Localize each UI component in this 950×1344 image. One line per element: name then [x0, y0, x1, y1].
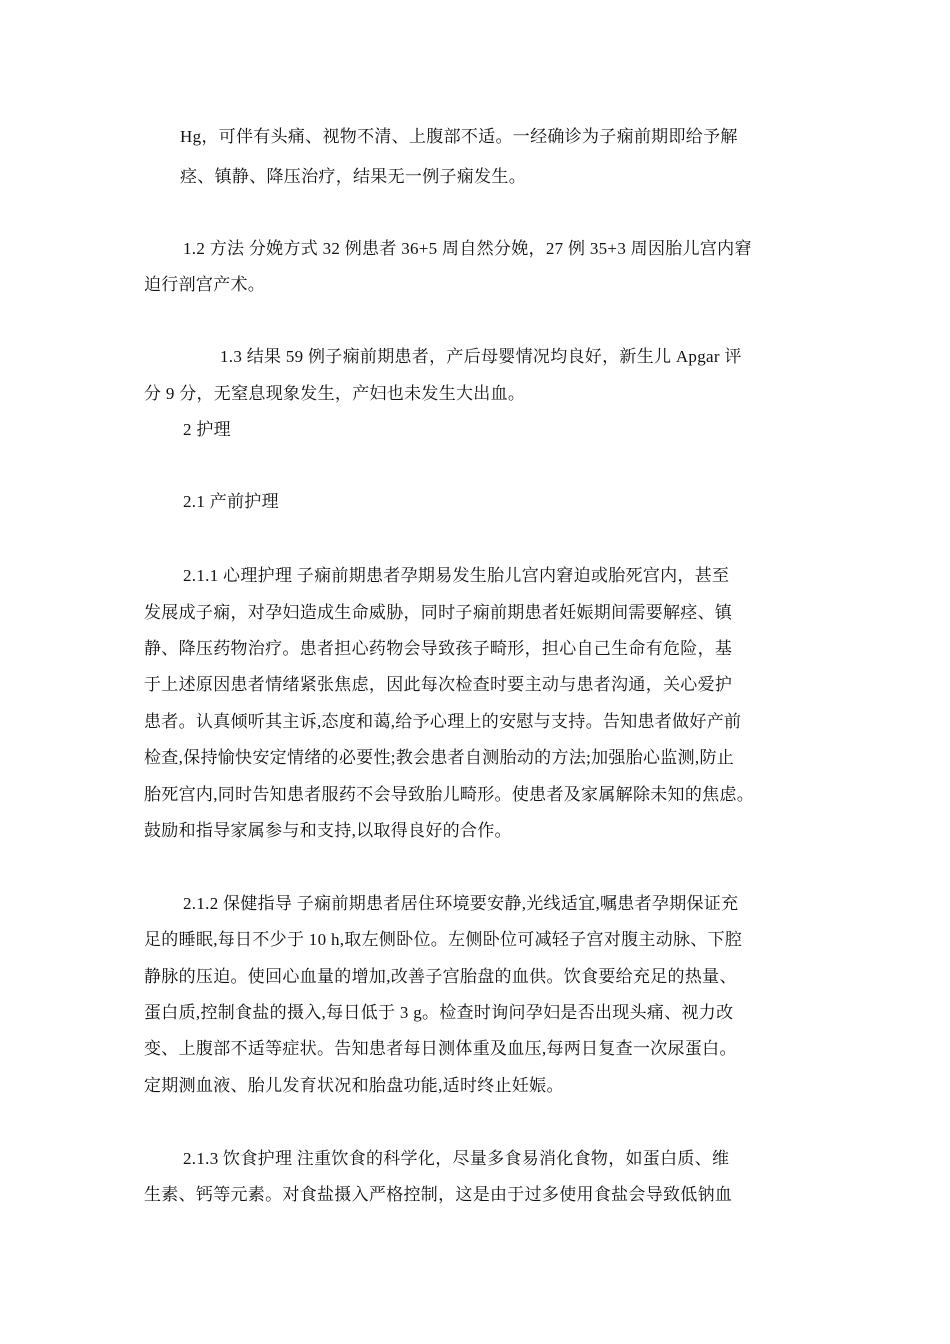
paragraph-line: 迫行剖宫产术。 — [144, 275, 266, 294]
paragraph-line: 鼓励和指导家属参与和支持,以取得良好的合作。 — [144, 821, 512, 840]
paragraph-line: Hg，可伴有头痛、视物不清、上腹部不适。一经确诊为子痫前期即给予解 — [180, 127, 738, 146]
paragraph-line: 蛋白质,控制食盐的摄入,每日低于 3 g。检查时询问孕妇是否出现头痛、视力改 — [144, 1003, 734, 1022]
paragraph-line: 静脉的压迫。使回心血量的增加,改善子宫胎盘的血供。饮食要给充足的热量、 — [144, 967, 737, 986]
paragraph-line: 发展成子痫，对孕妇造成生命威胁，同时子痫前期患者妊娠期间需要解痉、镇 — [144, 603, 733, 622]
paragraph-line: 定期测血液、胎儿发育状况和胎盘功能,适时终止妊娠。 — [144, 1076, 564, 1095]
paragraph-line: 分 9 分，无窒息现象发生，产妇也未发生大出血。 — [144, 384, 526, 403]
paragraph-line: 于上述原因患者情绪紧张焦虑，因此每次检查时要主动与患者沟通，关心爱护 — [144, 675, 733, 694]
paragraph-line: 2.1.3 饮食护理 注重饮食的科学化，尽量多食易消化食物，如蛋白质、维 — [183, 1149, 730, 1168]
paragraph-line: 变、上腹部不适等症状。告知患者每日测体重及血压,每两日复查一次尿蛋白。 — [144, 1039, 737, 1058]
paragraph-line: 胎死宫内,同时告知患者服药不会导致胎儿畸形。使患者及家属解除未知的焦虑。 — [144, 785, 755, 804]
paragraph-line: 1.2 方法 分娩方式 32 例患者 36+5 周自然分娩，27 例 35+3 周因胎儿宫内窘 — [183, 239, 752, 258]
subsection-heading: 2.1 产前护理 — [183, 492, 279, 511]
paragraph-line: 检查,保持愉快安定情绪的必要性;教会患者自测胎动的方法;加强胎心监测,防止 — [144, 748, 735, 767]
paragraph-line: 2.1.2 保健指导 子痫前期患者居住环境要安静,光线适宜,嘱患者孕期保证充 — [183, 894, 739, 913]
paragraph-line: 生素、钙等元素。对食盐摄入严格控制，这是由于过多使用食盐会导致低钠血 — [144, 1185, 733, 1204]
paragraph-line: 2.1.1 心理护理 子痫前期患者孕期易发生胎儿宫内窘迫或胎死宫内，甚至 — [183, 566, 730, 585]
paragraph-line: 患者。认真倾听其主诉,态度和蔼,给予心理上的安慰与支持。告知患者做好产前 — [144, 712, 742, 731]
paragraph-line: 痉、镇静、降压治疗，结果无一例子痫发生。 — [180, 167, 526, 186]
paragraph-line: 1.3 结果 59 例子痫前期患者，产后母婴情况均良好，新生儿 Apgar 评 — [220, 347, 742, 366]
paragraph-line: 足的睡眠,每日不少于 10 h,取左侧卧位。左侧卧位可减轻子宫对腹主动脉、下腔 — [144, 930, 743, 949]
section-heading: 2 护理 — [183, 420, 231, 439]
paragraph-line: 静、降压药物治疗。患者担心药物会导致孩子畸形，担心自己生命有危险，基 — [144, 639, 733, 658]
